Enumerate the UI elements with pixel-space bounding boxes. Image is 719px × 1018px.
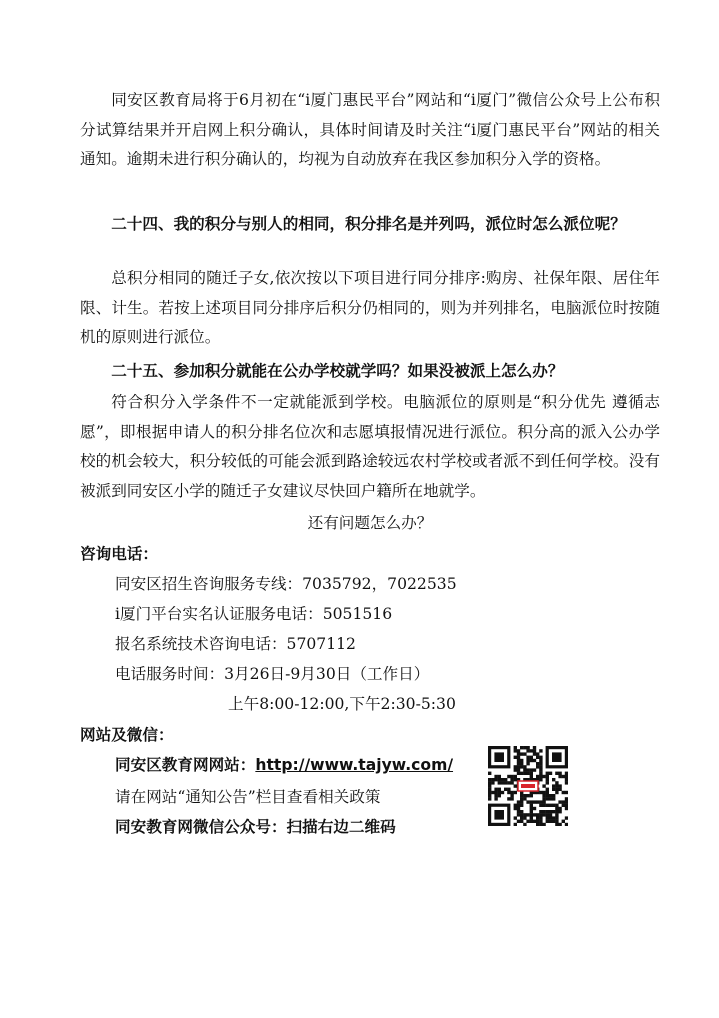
consult-service-time: 电话服务时间：3月26日-9月30日（工作日）	[115, 665, 430, 683]
notice-line: 请在网站“通知公告”栏目查看相关政策	[115, 788, 381, 806]
website-link[interactable]: http://www.tajyw.com/	[255, 756, 454, 774]
more-questions-title: 还有问题怎么办？	[307, 514, 433, 532]
qr-code-icon	[488, 746, 568, 826]
web-heading: 网站及微信：	[80, 726, 174, 744]
question-25: 二十五、参加积分就能在公办学校就学吗？如果没被派上怎么办？	[111, 362, 564, 380]
answer-25: 符合积分入学条件不一定就能派到学校。电脑派位的原则是“积分优先 遵循志愿”，即根据申请人的积分排名位次和志愿填报情况进行派位。积分高的派入公办学校的机会较大，积分较低的可能会派到路途较远农村学校或者派不到任何学校。没有被派到同安区小学的随迁子女建议尽快回户籍所在地就学。	[80, 393, 660, 500]
consult-tech-phone: 报名系统技术咨询电话：5707112	[115, 635, 356, 653]
website-line	[115, 753, 453, 777]
question-24: 二十四、我的积分与别人的相同，积分排名是并列吗，派位时怎么派位呢？	[111, 215, 626, 233]
consult-hotline: 同安区招生咨询服务专线：7035792，7022535	[115, 575, 457, 593]
consult-heading: 咨询电话：	[80, 545, 158, 563]
paragraph-score-confirmation: 同安区教育局将于6月初在“i厦门惠民平台”网站和“i厦门”微信公众号上公布积分试算结果并开启网上积分确认，具体时间请及时关注“i厦门惠民平台”网站的相关通知。逾期未进行积分确认的，均视为自动放弃在我区参加积分入学的资格。	[80, 91, 660, 168]
answer-24: 总积分相同的随迁子女,依次按以下项目进行同分排序:购房、社保年限、居住年限、计生。若按上述项目同分排序后积分仍相同的，则为并列排名，电脑派位时按随机的原则进行派位。	[80, 269, 660, 346]
consult-auth-phone: i厦门平台实名认证服务电话：5051516	[115, 605, 393, 623]
consult-service-hours: 上午8:00-12:00,下午2:30-5:30	[228, 695, 456, 713]
wechat-line: 同安教育网微信公众号：扫描右边二维码	[115, 818, 396, 836]
website-label: 同安区教育网网站：	[115, 756, 256, 774]
wechat-qr-code	[488, 746, 568, 826]
